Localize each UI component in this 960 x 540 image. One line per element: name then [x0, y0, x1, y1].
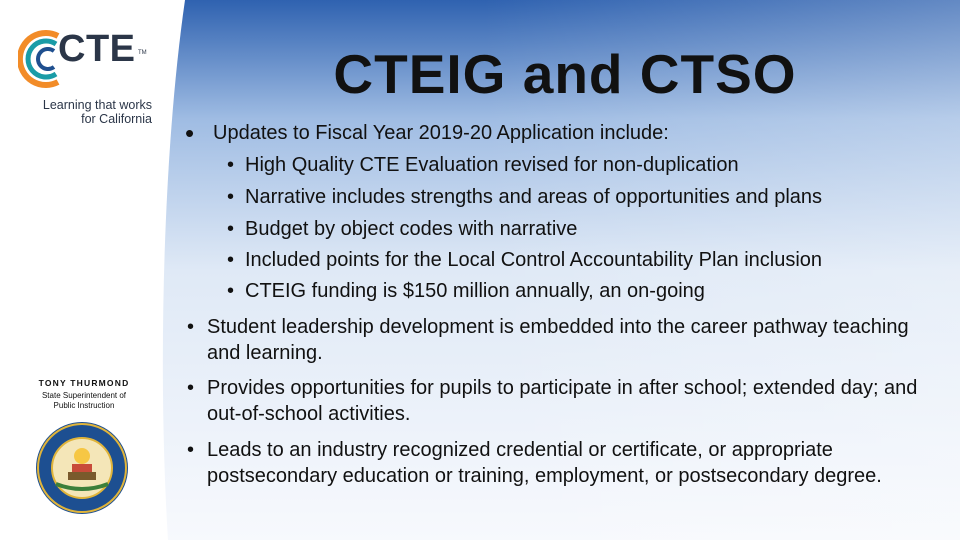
superintendent-title-line-1: State Superintendent of: [41, 391, 127, 400]
list-item: [187, 437, 927, 489]
list-item: [227, 280, 705, 303]
left-panel: [0, 0, 165, 540]
ctso-item: Leads to an industry recognized credential or certificate, or appropriate postsecondary education or training, employment, or postsecondary degree.: [207, 439, 882, 487]
update-item: Narrative includes strengths and areas of opportunities and plans: [245, 186, 823, 208]
bullet-icon: •: [187, 316, 195, 338]
list-item: [227, 218, 577, 241]
logo-wordmark: CTE: [58, 28, 136, 70]
ctso-item: Student leadership development is embedded into the career pathway teaching and learning.: [207, 316, 909, 364]
bullet-icon: •: [227, 154, 235, 176]
superintendent-title-line-2: Public Instruction: [53, 401, 115, 410]
tagline-line-2: for California: [81, 112, 152, 126]
superintendent-name: TONY THURMOND: [38, 378, 130, 388]
bullet-icon: •: [187, 377, 195, 399]
bullet-icon: •: [185, 118, 195, 148]
slide-title: CTEIG and CTSO: [333, 43, 797, 105]
update-item: Included points for the Local Control Accountability Plan inclusion: [245, 249, 823, 271]
list-item: [227, 154, 739, 177]
logo-trademark: TM: [138, 50, 147, 56]
update-item: CTEIG funding is $150 million annually, an on-going: [245, 280, 705, 302]
superintendent-title: [14, 391, 154, 411]
bullet-icon: •: [227, 280, 235, 302]
list-item: [185, 118, 669, 148]
update-item: Budget by object codes with narrative: [245, 218, 578, 240]
cte-logo: [18, 28, 158, 128]
bullet-icon: •: [227, 218, 235, 240]
updates-heading: Updates to Fiscal Year 2019-20 Application include:: [213, 122, 669, 144]
list-item: [187, 375, 927, 427]
bullet-icon: •: [227, 249, 235, 271]
update-item: High Quality CTE Evaluation revised for non-duplication: [245, 154, 739, 176]
ctso-item: Provides opportunities for pupils to participate in after school; extended day; and out-of-school activities.: [207, 377, 918, 425]
bullet-icon: •: [187, 439, 195, 461]
tagline-line-1: Learning that works: [42, 98, 152, 112]
department-of-education-seal-icon: [34, 420, 130, 516]
logo-tagline: [22, 98, 152, 126]
bullet-icon: •: [227, 186, 235, 208]
list-item: [227, 186, 822, 209]
list-item: [187, 314, 927, 366]
list-item: [227, 249, 822, 272]
